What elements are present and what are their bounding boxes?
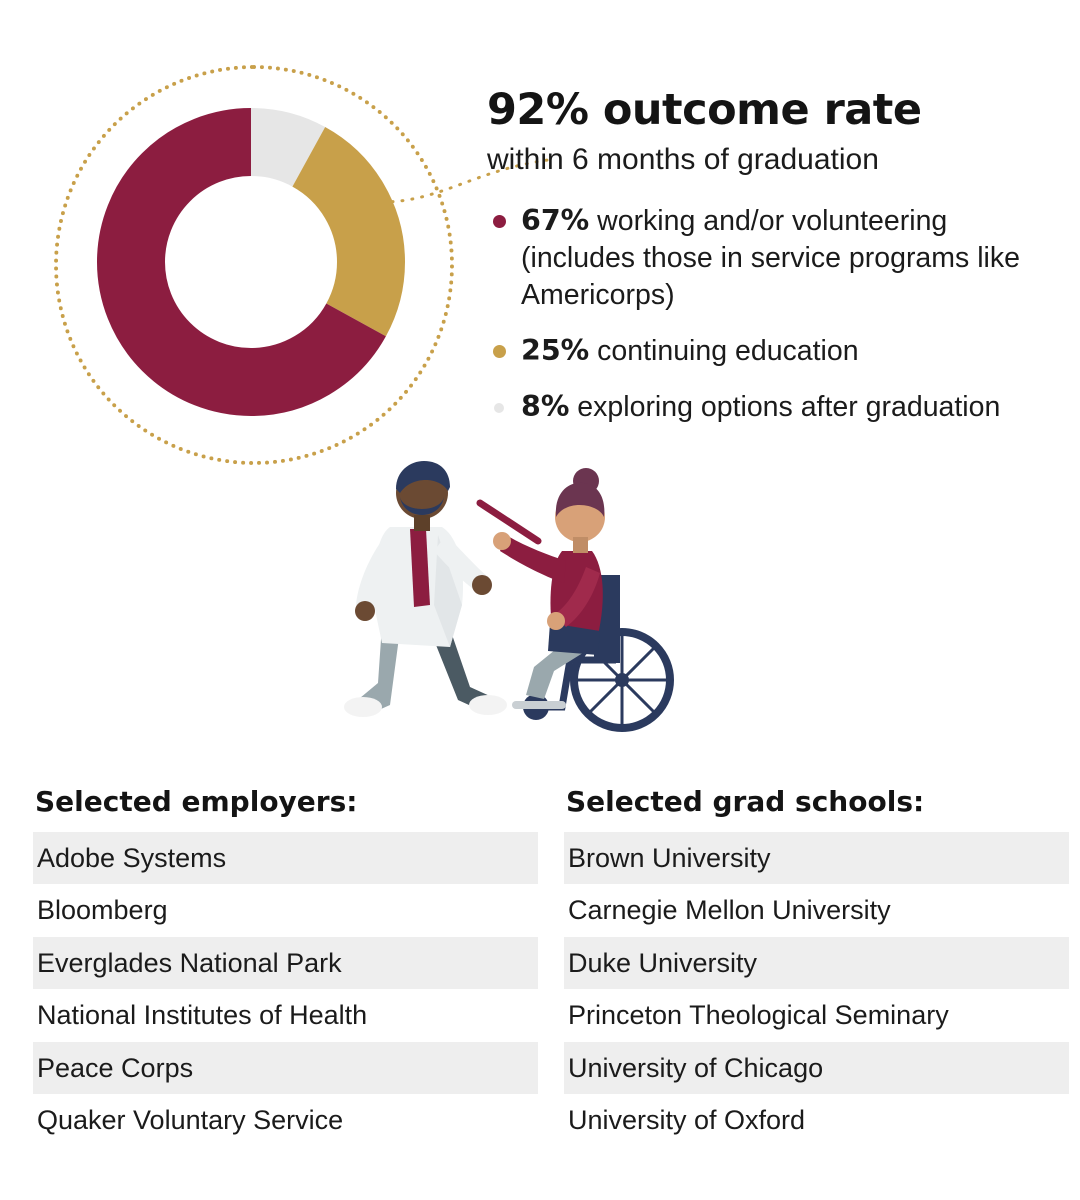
people-illustration (330, 455, 710, 755)
legend-label-education (521, 332, 859, 370)
subtitle: within 6 months of graduation (487, 143, 879, 177)
list-item: Peace Corps (33, 1042, 538, 1094)
legend-text-working: working and/or volunteering (includes those in service programs like Americorps) (521, 205, 1020, 312)
list-item: Adobe Systems (33, 832, 538, 884)
list-item: Bloomberg (37, 895, 168, 926)
list-item: University of Oxford (568, 1104, 806, 1135)
list-item: Brown University (564, 832, 1069, 884)
legend-percent-working: 67% (521, 204, 590, 238)
page-title: 92% outcome rate (487, 85, 922, 135)
legend-text-education: continuing education (589, 335, 859, 368)
legend-label-working (521, 202, 1062, 314)
employers-column (33, 785, 538, 1146)
wheelchair-person-figure (480, 468, 670, 728)
outcome-stats (487, 85, 1062, 444)
list-item: Carnegie Mellon University (568, 895, 891, 926)
legend-label-exploring (521, 388, 1000, 426)
legend-dot-working (493, 215, 506, 228)
list-item: Princeton Theological Seminary (568, 1000, 949, 1031)
list-item: National Institutes of Health (37, 1000, 368, 1031)
chart-legend (487, 202, 1062, 426)
list-item: University of Chicago (564, 1042, 1069, 1094)
legend-percent-education: 25% (521, 334, 590, 368)
legend-text-exploring: exploring options after graduation (569, 391, 1001, 424)
legend-item-exploring (487, 388, 1062, 426)
legend-item-working (487, 202, 1062, 314)
legend-dot-exploring (494, 403, 504, 413)
list-item: Duke University (564, 937, 1069, 989)
bottom-lists (0, 785, 1080, 1146)
legend-dot-education (493, 345, 506, 358)
list-item: Everglades National Park (33, 937, 538, 989)
grad-schools-title: Selected grad schools: (566, 785, 925, 818)
employers-title: Selected employers: (35, 785, 358, 818)
donut-chart (30, 55, 470, 475)
list-item: Quaker Voluntary Service (37, 1104, 344, 1135)
legend-percent-exploring: 8% (521, 390, 570, 424)
donut-chart-svg (86, 97, 416, 427)
legend-item-education (487, 332, 1062, 370)
grad-schools-column (564, 785, 1069, 1146)
walking-person-figure (344, 461, 507, 717)
